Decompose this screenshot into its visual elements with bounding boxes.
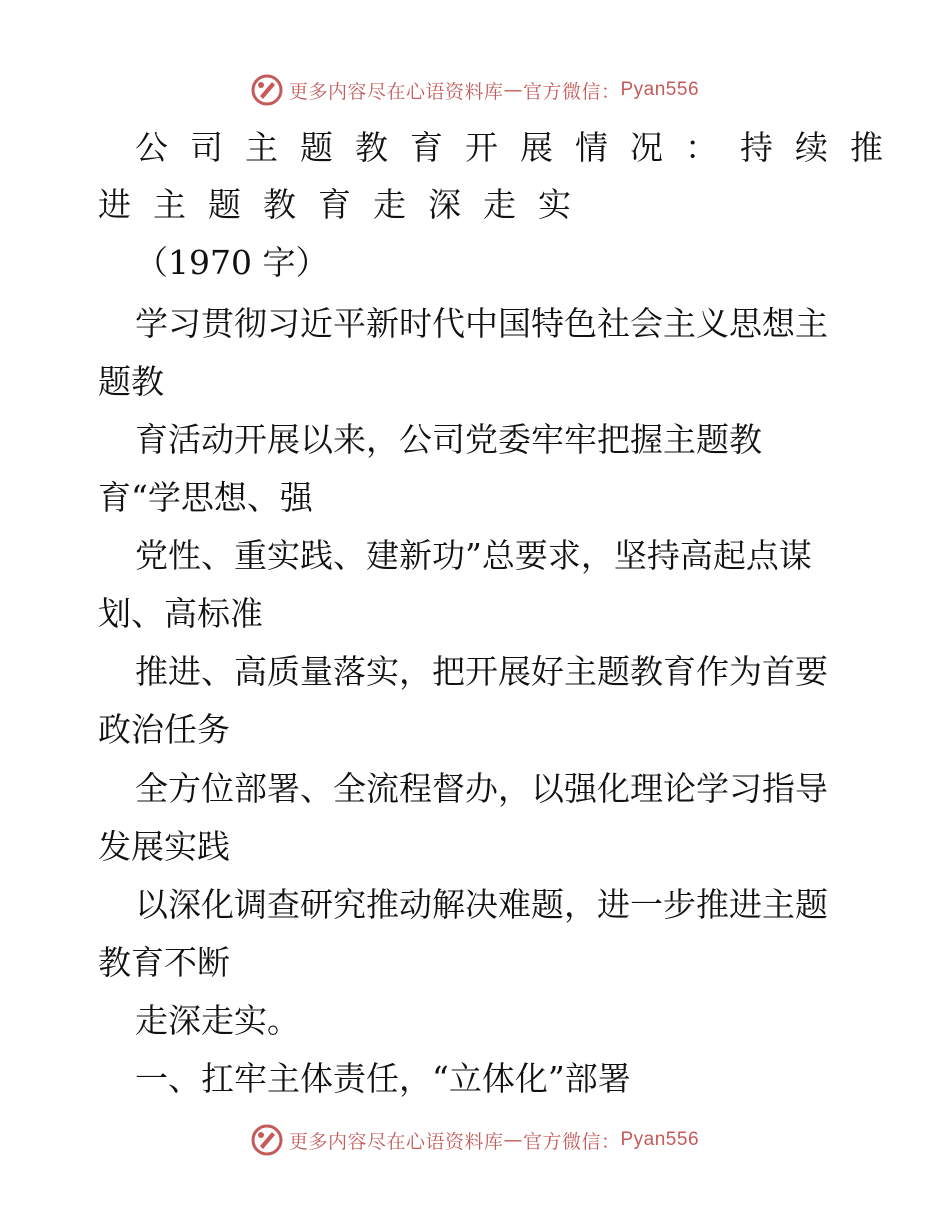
banner-wechat-label: 官方微信： (522, 80, 621, 103)
body-line: 题教 (98, 362, 164, 401)
body-line: 划、高标准 (98, 594, 263, 633)
body-line: 育活动开展以来，公司党委牢牢把握主题教 (135, 420, 762, 459)
brand-logo-icon (251, 74, 283, 106)
body-line: 推进、高质量落实，把开展好主题教育作为首要 (135, 652, 828, 691)
body-line: 发展实践 (98, 827, 230, 866)
body-line: 学习贯彻习近平新时代中国特色社会主义思想主 (135, 304, 828, 343)
banner-dash: — (503, 79, 523, 101)
footer-banner (0, 1120, 950, 1160)
banner-account: Pyan556 (620, 79, 700, 100)
body-line: 育“学思想、强 (98, 478, 313, 517)
section-heading: 一、扛牢主体责任，“立体化”部署 (135, 1059, 631, 1098)
brand-logo-icon (251, 1124, 283, 1156)
body-line: 走深走实。 (135, 1001, 300, 1040)
body-line: 党性、重实践、建新功”总要求，坚持高起点谋 (135, 536, 812, 575)
banner-text: 更多内容尽在心语资料库 (288, 1130, 504, 1153)
banner-dash: — (503, 1129, 523, 1151)
header-banner (0, 70, 950, 110)
body-line: 教育不断 (98, 943, 230, 982)
banner-text: 更多内容尽在心语资料库 (288, 80, 504, 103)
word-count: （1970 字） (135, 243, 329, 282)
document-title-line-2: 进主题教育走深走实 (98, 185, 593, 224)
body-line: 以深化调查研究推动解决难题，进一步推进主题 (135, 885, 828, 924)
document-title-line-1: 公司主题教育开展情况：持续推 (135, 128, 905, 167)
body-line: 政治任务 (98, 710, 230, 749)
banner-account: Pyan556 (620, 1129, 700, 1150)
body-line: 全方位部署、全流程督办，以强化理论学习指导 (135, 769, 828, 808)
banner-wechat-label: 官方微信： (522, 1130, 621, 1153)
